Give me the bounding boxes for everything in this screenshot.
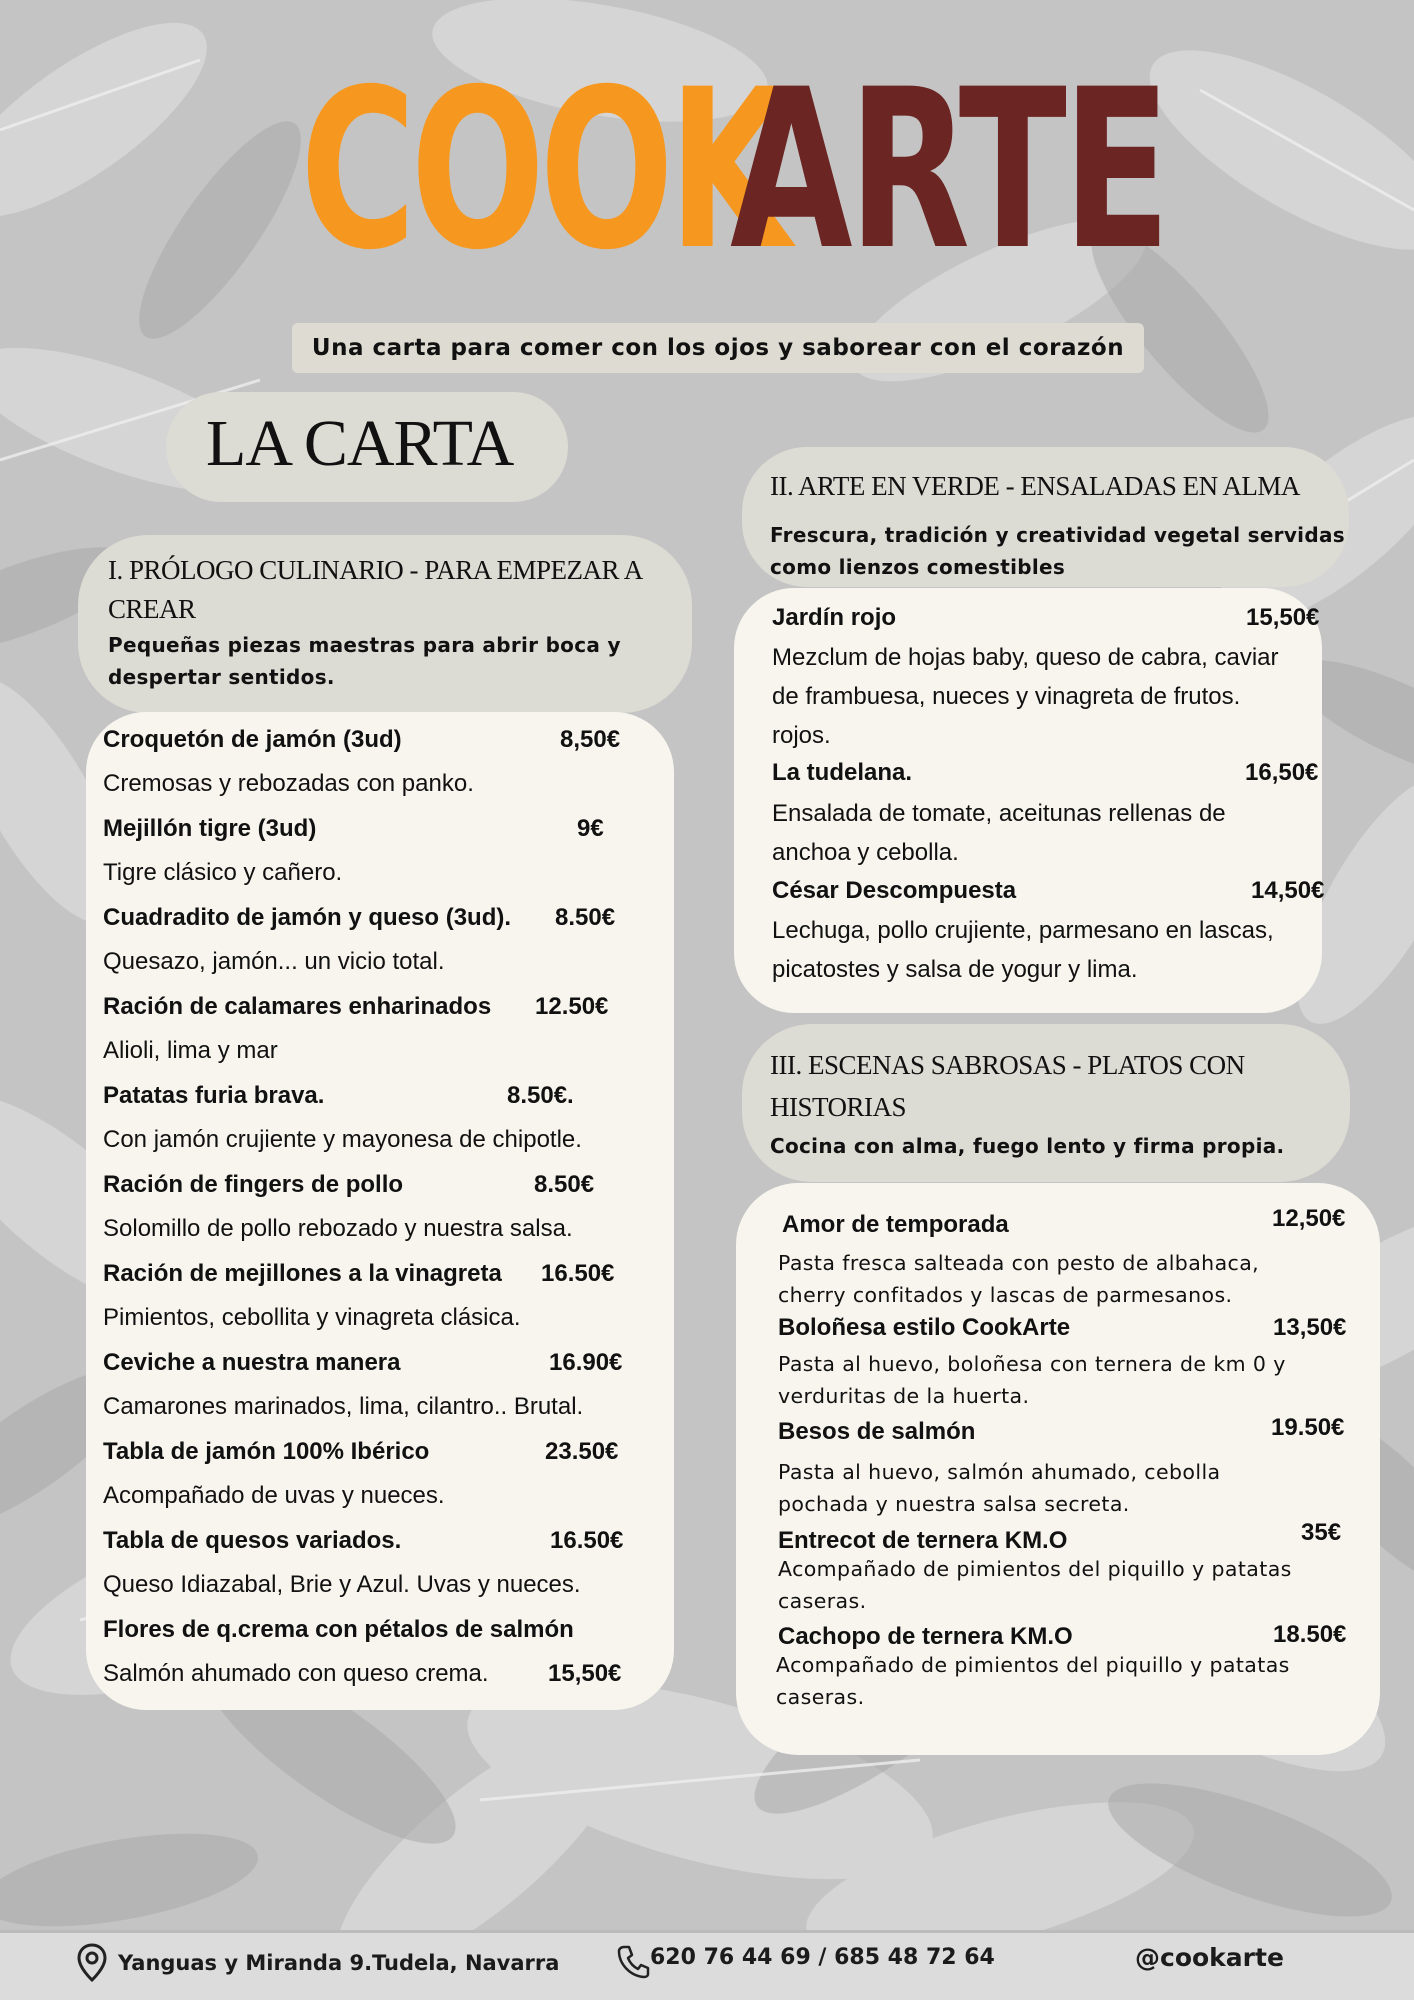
item-price: 18.50€ <box>1273 1621 1347 1648</box>
item-description: Tigre clásico y cañero. <box>103 859 343 886</box>
item-description: Pasta al huevo, boloñesa con ternera de km 0 y <box>778 1352 1286 1376</box>
item-description: Pimientos, cebollita y vinagreta clásica. <box>103 1304 521 1331</box>
item-price: 16.90€ <box>549 1349 623 1376</box>
item-name: Cuadradito de jamón y queso (3ud). <box>103 904 512 931</box>
menu-item <box>86 993 674 1033</box>
item-description: Ensalada de tomate, aceitunas rellenas de <box>772 800 1226 827</box>
logo-arte-text: ARTE <box>730 42 1167 298</box>
section-3-heading: III. ESCENAS SABROSAS - PLATOS CON HISTORIAS <box>770 1050 1245 1122</box>
item-description: rojos. <box>772 722 831 749</box>
item-description: de frambuesa, nueces y vinagreta de frutos. <box>772 683 1241 710</box>
item-price: 8.50€. <box>507 1082 574 1109</box>
item-description: Alioli, lima y mar <box>103 1037 278 1064</box>
section-1-subtitle: Pequeñas piezas maestras para abrir boca y despertar sentidos. <box>108 633 621 689</box>
menu-item <box>734 604 1322 644</box>
item-name: Entrecot de ternera KM.O <box>778 1527 1068 1554</box>
item-name: Cachopo de ternera KM.O <box>778 1623 1073 1650</box>
footer-phones: 620 76 44 69 / 685 48 72 64 <box>650 1945 995 1970</box>
item-description: caseras. <box>776 1685 865 1709</box>
item-description: verduritas de la huerta. <box>778 1384 1030 1408</box>
item-price: 19.50€ <box>1271 1414 1345 1441</box>
section-1-card <box>86 712 674 1710</box>
item-description: Con jamón crujiente y mayonesa de chipotle. <box>103 1126 582 1153</box>
item-name: La tudelana. <box>772 759 913 786</box>
item-description: Camarones marinados, lima, cilantro.. Brutal. <box>103 1393 584 1420</box>
item-price: 16.50€ <box>541 1260 615 1287</box>
logo-cook-text: COOK <box>300 42 786 298</box>
menu-item <box>86 1616 674 1656</box>
menu-item <box>86 1438 674 1478</box>
item-description: Lechuga, pollo crujiente, parmesano en lascas, <box>772 917 1274 944</box>
menu-item <box>86 1082 674 1122</box>
item-name: Ración de fingers de pollo <box>103 1171 404 1198</box>
item-name: Tabla de quesos variados. <box>103 1527 402 1554</box>
menu-item <box>734 877 1325 917</box>
item-price: 16.50€ <box>550 1527 624 1554</box>
item-price: 15,50€ <box>548 1660 622 1687</box>
footer <box>0 1930 1414 2000</box>
section-2-card <box>734 588 1325 1013</box>
item-name: Besos de salmón <box>778 1418 976 1445</box>
section-2-header <box>742 447 1349 587</box>
item-price: 16,50€ <box>1245 759 1319 786</box>
item-description: cherry confitados y lascas de parmesanos. <box>778 1283 1233 1307</box>
item-price: 35€ <box>1301 1519 1342 1546</box>
section-2-heading: II. ARTE EN VERDE - ENSALADAS EN ALMA <box>770 471 1300 501</box>
menu-item <box>86 1349 674 1389</box>
item-name: Patatas furia brava. <box>103 1082 325 1109</box>
item-price: 14,50€ <box>1251 877 1325 904</box>
item-description: Acompañado de pimientos del piquillo y patatas <box>778 1557 1292 1581</box>
item-description: Queso Idiazabal, Brie y Azul. Uvas y nueces. <box>103 1571 581 1598</box>
menu-item <box>736 1414 1380 1458</box>
section-1-heading: I. PRÓLOGO CULINARIO - PARA EMPEZAR A CREAR <box>108 555 642 624</box>
item-price: 13,50€ <box>1273 1314 1347 1341</box>
item-price: 12,50€ <box>1272 1205 1346 1232</box>
location-pin-icon <box>76 1943 108 1983</box>
section-2-subtitle: Frescura, tradición y creatividad vegetal servidas como lienzos comestibles <box>770 523 1345 579</box>
item-description: picatostes y salsa de yogur y lima. <box>772 956 1138 983</box>
item-name: Mejillón tigre (3ud) <box>103 815 317 842</box>
item-price: 8.50€ <box>534 1171 595 1198</box>
item-name: Boloñesa estilo CookArte <box>778 1314 1071 1341</box>
item-price: 23.50€ <box>545 1438 619 1465</box>
menu-item <box>736 1205 1380 1251</box>
item-price: 8,50€ <box>560 726 621 753</box>
item-description: pochada y nuestra salsa secreta. <box>778 1492 1130 1516</box>
item-name: Tabla de jamón 100% Ibérico <box>103 1438 430 1465</box>
footer-address: Yanguas y Miranda 9.Tudela, Navarra <box>118 1951 560 1975</box>
item-name: Ceviche a nuestra manera <box>103 1349 401 1376</box>
item-name: Ración de mejillones a la vinagreta <box>103 1260 502 1287</box>
item-description: caseras. <box>778 1589 867 1613</box>
page-title: LA CARTA <box>206 407 514 480</box>
item-description: Acompañado de uvas y nueces. <box>103 1482 445 1509</box>
menu-item <box>86 815 674 855</box>
item-description: Quesazo, jamón... un vicio total. <box>103 948 445 975</box>
item-description: Pasta al huevo, salmón ahumado, cebolla <box>778 1460 1221 1484</box>
item-description: anchoa y cebolla. <box>772 839 959 866</box>
menu-item <box>86 1527 674 1567</box>
item-price: 12.50€ <box>535 993 609 1020</box>
item-name: Flores de q.crema con pétalos de salmón <box>103 1616 574 1643</box>
item-description: Pasta fresca salteada con pesto de albahaca, <box>778 1251 1260 1275</box>
item-description: Solomillo de pollo rebozado y nuestra salsa. <box>103 1215 573 1242</box>
item-description: Salmón ahumado con queso crema. <box>103 1660 489 1687</box>
item-price: 15,50€ <box>1246 604 1320 631</box>
item-price: 8.50€ <box>555 904 616 931</box>
cookarte-logo <box>300 30 1167 310</box>
item-name: Croquetón de jamón (3ud) <box>103 726 402 753</box>
item-description: Cremosas y rebozadas con panko. <box>103 770 474 797</box>
menu-item <box>86 1171 674 1211</box>
item-name: Amor de temporada <box>782 1211 1009 1238</box>
item-description: Mezclum de hojas baby, queso de cabra, caviar <box>772 644 1279 671</box>
section-3-subtitle: Cocina con alma, fuego lento y firma propia. <box>770 1134 1285 1158</box>
menu-item <box>86 726 674 766</box>
phone-icon <box>616 1943 650 1979</box>
item-description: Acompañado de pimientos del piquillo y patatas <box>776 1653 1290 1677</box>
item-price: 9€ <box>577 815 604 842</box>
section-3-header <box>742 1024 1350 1182</box>
section-1-header <box>78 535 692 713</box>
menu-item <box>86 1260 674 1300</box>
tagline: Una carta para comer con los ojos y saborear con el corazón <box>292 323 1144 373</box>
item-name: Jardín rojo <box>772 604 897 631</box>
footer-social[interactable]: @cookarte <box>1135 1943 1284 1972</box>
menu-item <box>86 904 674 944</box>
menu-item <box>734 759 1322 799</box>
item-name: César Descompuesta <box>772 877 1017 904</box>
section-3-card <box>736 1183 1380 1755</box>
item-name: Ración de calamares enharinados <box>103 993 492 1020</box>
carta-title-pill <box>166 392 568 502</box>
